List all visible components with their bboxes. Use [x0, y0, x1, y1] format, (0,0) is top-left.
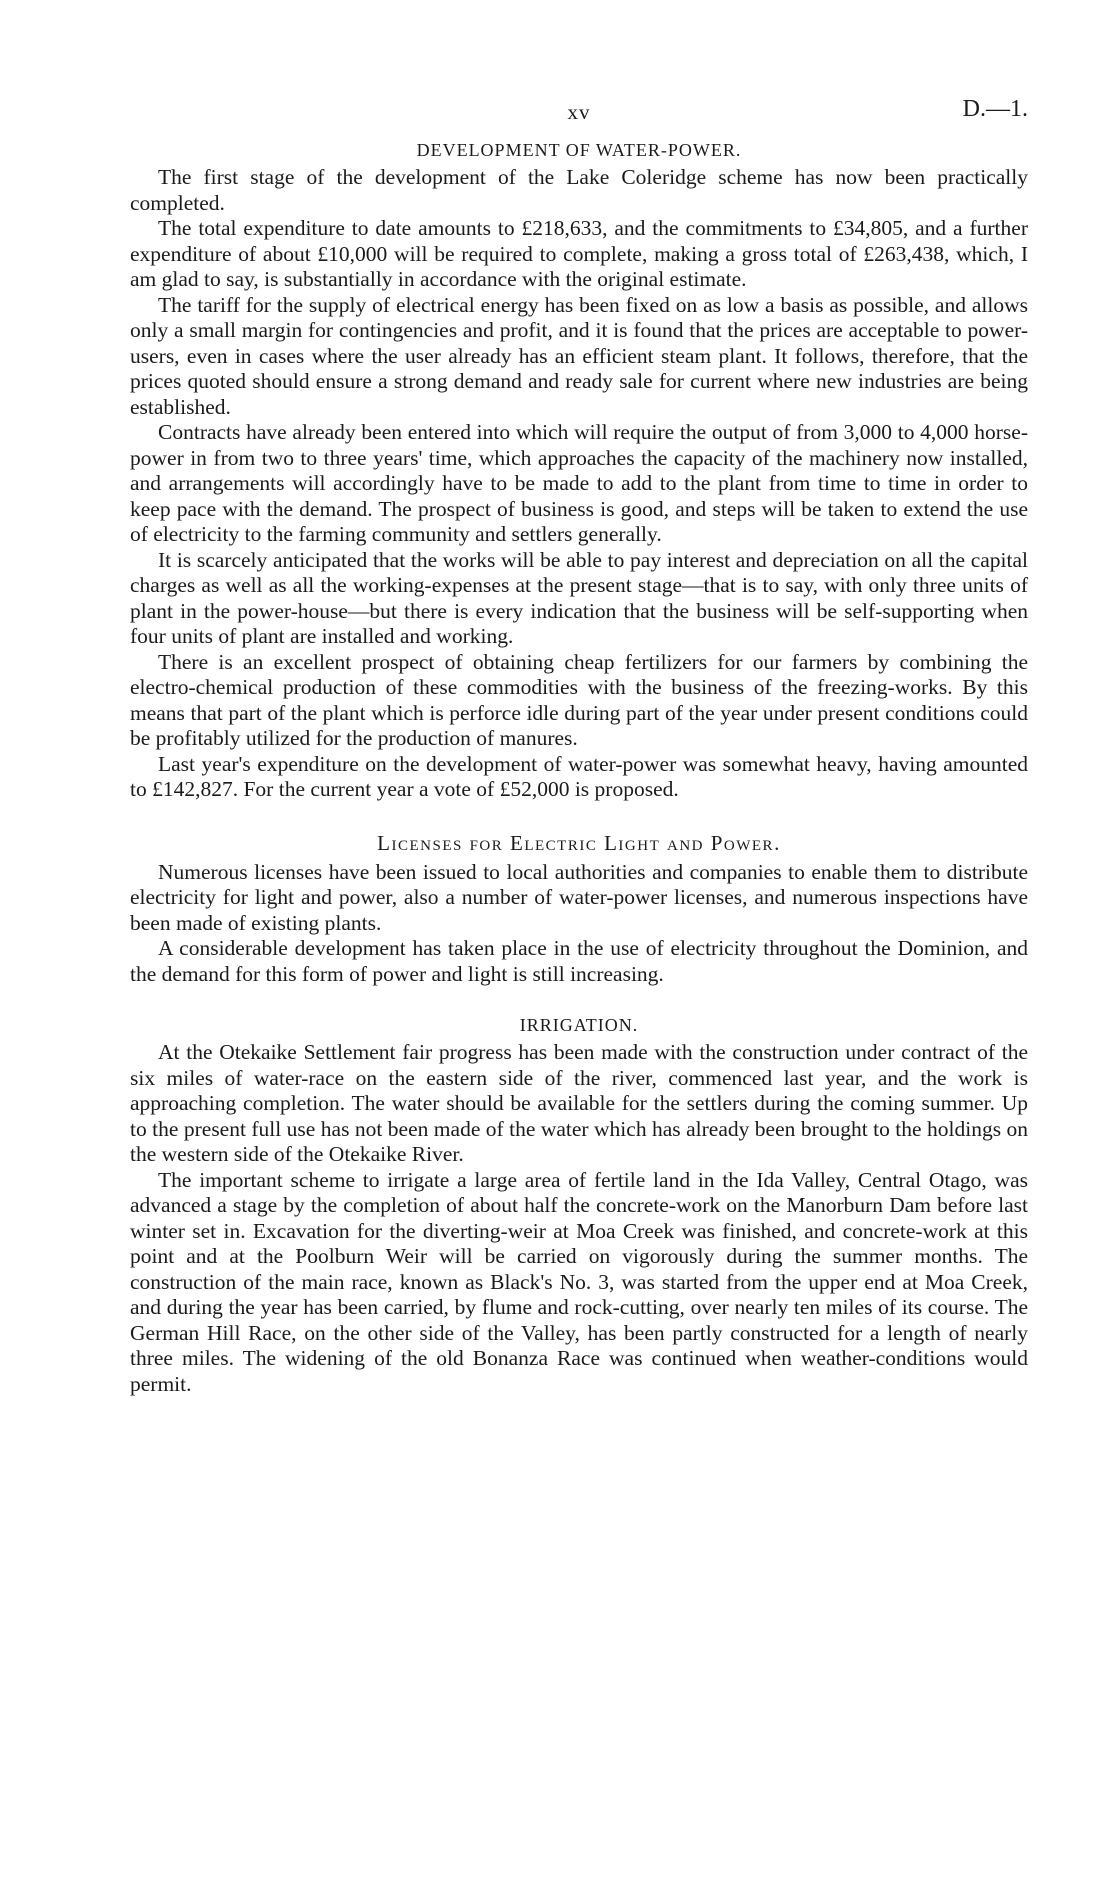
paragraph: Contracts have already been entered into which will require the output of from 3,000 to 4,000 horse-power in from two to three years' time, which approaches the capacity of the machinery now installed, and arrangements will accordingly have to be made to add to the plant from time to time in order to keep pace with the demand. The prospect of business is good, and steps will be taken to extend the use of electricity to the farming community and settlers generally. [130, 420, 1028, 546]
paragraph: The important scheme to irrigate a large area of fertile land in the Ida Valley, Central Otago, was advanced a stage by the completion of about half the concrete-work on the Manorburn Dam before last winter set in. Excavation for the diverting-weir at Moa Creek was finished, and concrete-work at this point and at the Poolburn Weir will be carried on vigorously during the summer months. The construction of the main race, known as Black's No. 3, was started from the upper end at Moa Creek, and during the year has been carried, by flume and rock-cutting, over nearly ten miles of its course. The German Hill Race, on the other side of the Valley, has been partly constructed for a length of nearly three miles. The widening of the old Bonanza Race was continued when weather-conditions would permit. [130, 1167, 1028, 1396]
paragraph: It is scarcely anticipated that the works will be able to pay interest and depreciation on all the capital charges as well as all the working-expenses at the present stage—that is to say, with only three units of plant in the power-house—but there is every indication that the business will be self-supporting when four units of plant are installed and working. [130, 547, 1028, 648]
paragraph: The first stage of the development of the Lake Coleridge scheme has now been practically completed. [130, 165, 1028, 215]
section-heading: IRRIGATION. [519, 1015, 639, 1035]
paragraph: Last year's expenditure on the development of water-power was somewhat heavy, having amounted to £142,827. For the current year a vote of £52,000 is proposed. [130, 751, 1028, 801]
document-reference: D.—1. [962, 96, 1028, 122]
paragraph: The tariff for the supply of electrical energy has been fixed on as low a basis as possible, and allows only a small margin for contingencies and profit, and it is found that the prices are acceptable to power-users, even in cases where the user already has an efficient steam plant. It follows, therefore, that the prices quoted should ensure a strong demand and ready sale for current where new industries are being established. [130, 292, 1028, 419]
page-header [130, 92, 1028, 132]
paragraph: A considerable development has taken place in the use of electricity throughout the Dominion, and the demand for this form of power and light is still increasing. [130, 936, 1028, 986]
page-number: xv [567, 100, 591, 124]
section-heading: DEVELOPMENT OF WATER-POWER. [416, 140, 742, 160]
paragraph: Numerous licenses have been issued to local authorities and companies to enable them to distribute electricity for light and power, also a number of water-power licenses, and numerous inspections have been made of existing plants. [130, 859, 1028, 935]
section-irrigation [130, 1015, 1028, 1397]
section-development-of-water-power [130, 140, 1028, 803]
section-licenses-electric-light-power [130, 831, 1028, 988]
paragraph: At the Otekaike Settlement fair progress has been made with the construction under contract of the six miles of water-race on the eastern side of the river, commenced last year, and the work is approaching completion. The water should be available for the settlers during the coming summer. Up to the present full use has not been made of the water which has already been brought to the holdings on the western side of the Otekaike River. [130, 1040, 1028, 1166]
paragraph: The total expenditure to date amounts to £218,633, and the commitments to £34,805, and a further expenditure of about £10,000 will be required to complete, making a gross total of £263,438, which, I am glad to say, is substantially in accordance with the original estimate. [130, 216, 1028, 291]
section-heading: Licenses for Electric Light and Power. [377, 830, 781, 855]
document-page [130, 92, 1028, 1425]
paragraph: There is an excellent prospect of obtaining cheap fertilizers for our farmers by combining the electro-chemical production of these commodities with the business of the freezing-works. By this means that part of the plant which is perforce idle during part of the year under present conditions could be profitably utilized for the production of manures. [130, 649, 1028, 750]
